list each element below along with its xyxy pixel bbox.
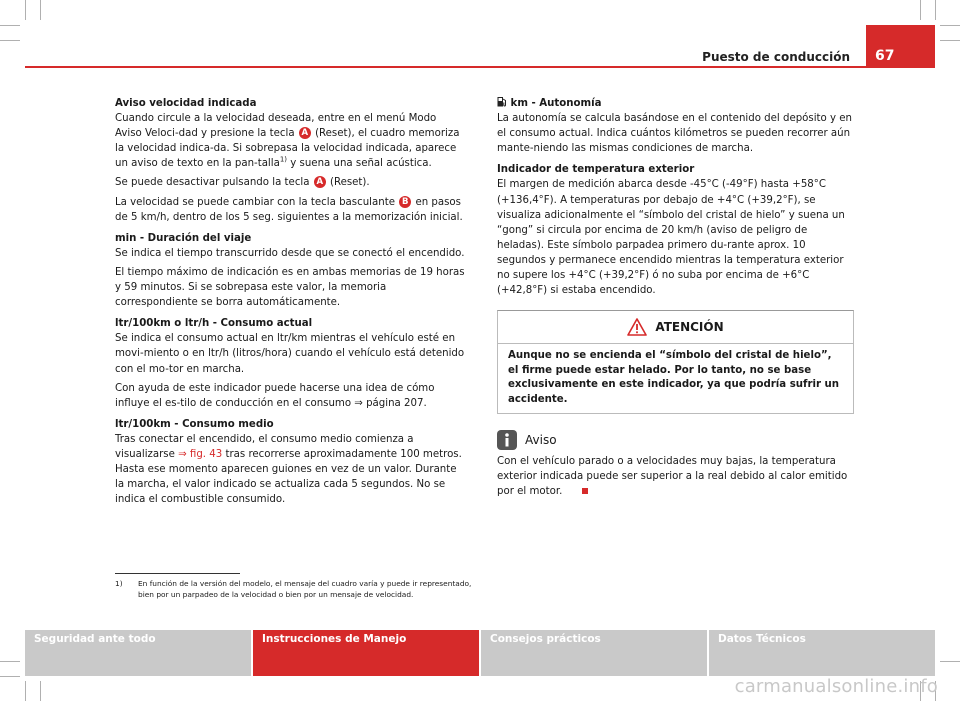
header-rule <box>25 66 935 68</box>
crop-mark <box>25 0 26 20</box>
tab-seguridad[interactable]: Seguridad ante todo <box>25 630 251 676</box>
heading-speed-warning: Aviso velocidad indicada <box>115 98 257 109</box>
fuel-pump-icon <box>497 96 507 107</box>
chapter-tabs <box>25 630 935 676</box>
text: Tras conectar el encendido, el consumo medio comienza a visualizarse <box>115 433 414 460</box>
footnote-ref[interactable]: 1) <box>279 155 288 164</box>
paragraph: Se indica el consumo actual en ltr/km mientras el vehículo esté en movi-miento o en ltr/h (litros/hora) cuando el vehículo está detenido con el mo-tor en marcha. <box>115 333 465 375</box>
text: tras recorrerse aproximadamente 100 metros. Hasta ese momento aparecen guiones en vez de un valor. Durante la marcha, el valor indicado se actualiza cada 5 segundos. No se indica el combustible consumido. <box>115 448 462 506</box>
text: (Reset), el cuadro memoriza la velocidad indica-da. Si sobrepasa la velocidad indicada, aparece un aviso de texto en la pan-talla <box>115 128 460 170</box>
watermark: carmanualsonline.info <box>734 676 938 697</box>
heading-average-consumption: ltr/100km - Consumo medio <box>115 418 274 430</box>
text: Cuando circule a la velocidad deseada, entre en el menú Modo Aviso Veloci-dad y presione la tecla <box>115 113 437 140</box>
paragraph <box>115 195 465 225</box>
crop-mark <box>940 25 960 26</box>
crop-mark <box>0 40 20 41</box>
tab-datos[interactable]: Datos Técnicos <box>709 630 935 676</box>
text: (Reset). <box>326 177 370 189</box>
text: y suena una señal acústica. <box>287 158 432 170</box>
heading-current-consumption: ltr/100km o ltr/h - Consumo actual <box>115 318 313 330</box>
crop-mark <box>0 25 20 26</box>
key-a-badge: A <box>314 176 326 188</box>
paragraph: El margen de medición abarca desde -45°C (-49°F) hasta +58°C (+136,4°F). A temperaturas por debajo de +4°C (+39,2°F), se visualiza adicionalmente el “símbolo del cristal de hielo” y suena un “gong” si circula por encima de 20 km/h (aviso de peligro de heladas). Este símbolo parpadea primero du-rante aprox. 10 segundos y permanece encendido mientras la temperatura exterior no supere los +4°C (+39,2°F) ó no suba por encima de +6°C (+42,8°F) si estaba encendido. <box>497 179 845 297</box>
paragraph: Se indica el tiempo transcurrido desde que se conectó el encendido. <box>115 247 465 259</box>
crop-mark <box>0 676 20 677</box>
footnote-rule <box>115 573 240 574</box>
warning-triangle-icon <box>627 318 647 336</box>
key-a-badge: A <box>299 127 311 139</box>
paragraph <box>115 432 465 507</box>
text: Se puede desactivar pulsando la tecla <box>115 177 313 189</box>
right-column <box>497 96 852 504</box>
paragraph <box>115 111 465 171</box>
footnote-mark: 1) <box>115 579 123 588</box>
warning-box <box>497 310 854 414</box>
footnote <box>115 579 475 600</box>
page-number-text: 67 <box>875 48 895 64</box>
crop-mark <box>40 0 41 20</box>
key-b-badge: B <box>399 196 411 208</box>
info-icon <box>497 430 517 450</box>
text: Con el vehículo parado o a velocidades muy bajas, la temperatura exterior indicada puede ser superior a la real debido al calor emitido por el motor. <box>497 456 848 498</box>
note-text <box>497 454 852 499</box>
heading-range <box>497 96 852 111</box>
section-end-marker <box>582 488 588 494</box>
left-column <box>115 96 465 511</box>
paragraph: El tiempo máximo de indicación es en ambas memorias de 19 horas y 59 minutos. Si se sobrepasa este valor, la memoria correspondiente se borra automáticamente. <box>115 266 465 309</box>
warning-text: Aunque no se encienda el “símbolo del cristal de hielo”, el firme puede estar helado. Por lo tanto, no se base exclusivamente en este indicador, ya que podría sufrir un accidente. <box>508 350 840 405</box>
note-header <box>497 430 852 450</box>
paragraph <box>115 175 465 190</box>
crop-mark <box>0 661 20 662</box>
crop-mark <box>25 681 26 701</box>
crop-mark <box>940 40 960 41</box>
crop-mark <box>935 0 936 20</box>
tab-consejos[interactable]: Consejos prácticos <box>481 630 707 676</box>
crop-mark <box>940 661 960 662</box>
heading-range-text: km - Autonomía <box>507 98 602 109</box>
warning-header <box>498 311 853 344</box>
crop-mark <box>40 681 41 701</box>
figure-link[interactable]: ⇒ fig. 43 <box>178 448 223 460</box>
page-number <box>866 25 935 68</box>
footnote-text: En función de la versión del modelo, el mensaje del cuadro varía y puede ir representado, bien por un parpadeo de la velocidad o bien por un mensaje de velocidad. <box>138 579 472 599</box>
text: en pasos de 5 km/h, dentro de los 5 seg. siguientes a la memorización inicial. <box>115 196 463 223</box>
text: La velocidad se puede cambiar con la tecla basculante <box>115 196 399 208</box>
crop-mark <box>920 0 921 20</box>
note-title: Aviso <box>525 432 557 447</box>
heading-outside-temperature: Indicador de temperatura exterior <box>497 164 695 176</box>
paragraph: La autonomía se calcula basándose en el contenido del depósito y en el consumo actual. Indica cuántos kilómetros se pueden recorrer aún mante-niendo las mismas condiciones de marcha. <box>497 113 853 155</box>
heading-trip-duration: min - Duración del viaje <box>115 232 252 244</box>
section-title: Puesto de conducción <box>702 50 850 64</box>
paragraph: Con ayuda de este indicador puede hacerse una idea de cómo influye el es-tilo de conducción en el consumo ⇒ página 207. <box>115 382 435 409</box>
tab-instrucciones[interactable]: Instrucciones de Manejo <box>253 630 479 676</box>
warning-title: ATENCIÓN <box>655 319 724 334</box>
